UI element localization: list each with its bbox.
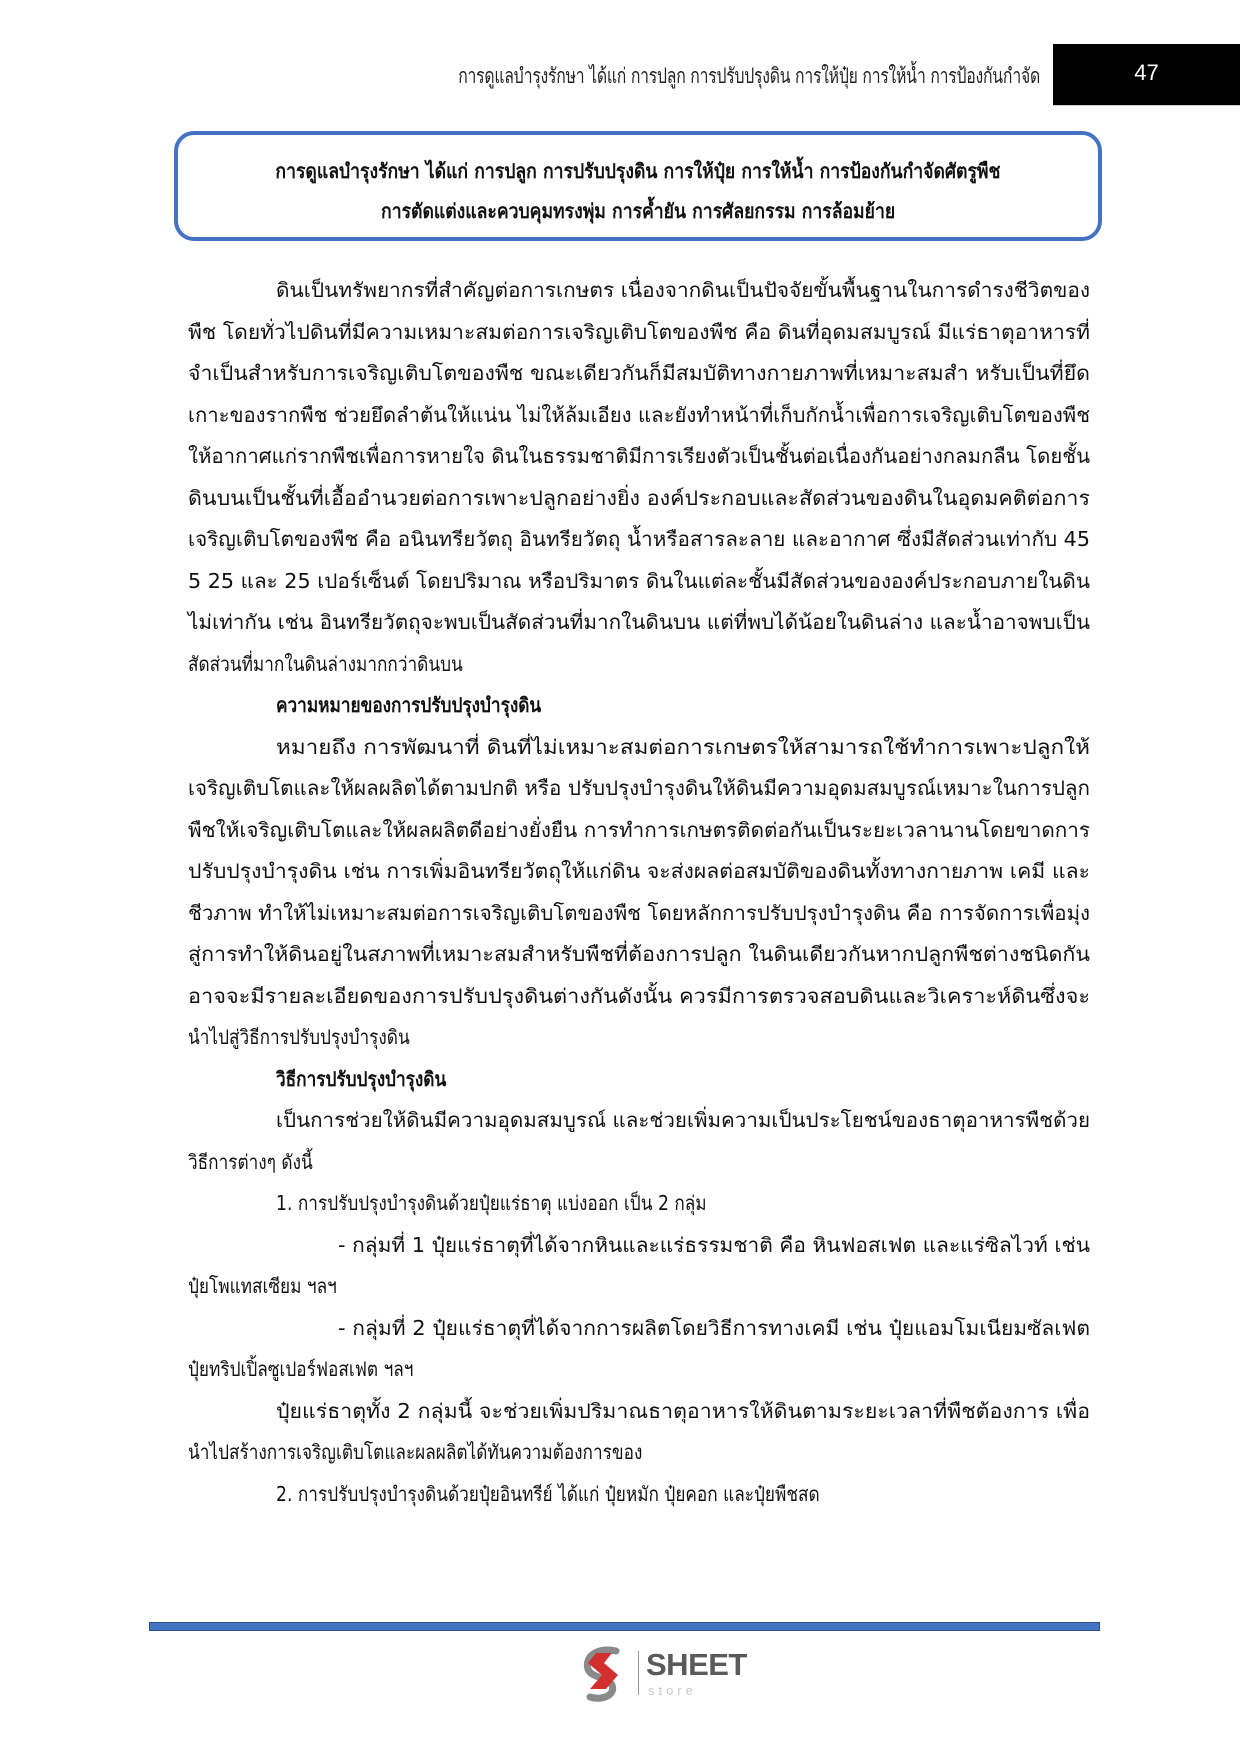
paragraph-line bbox=[188, 934, 1090, 976]
title-line-2-text: การตัดแต่งและควบคุมทรงพุ่ม การค้ำยัน การศัลยกรรม การล้อมย้าย bbox=[380, 199, 896, 223]
section-heading bbox=[276, 685, 1090, 727]
paragraph-line bbox=[188, 478, 1090, 520]
paragraph-line bbox=[188, 1017, 1090, 1059]
title-line-2 bbox=[178, 195, 1098, 227]
line-text: เป็นการช่วยให้ดินมีความอุดมสมบูรณ์ และช่วยเพิ่มความเป็นประโยชน์ของธาตุอาหารพืชด้วย bbox=[276, 1108, 1090, 1132]
paragraph-line bbox=[276, 270, 1090, 312]
paragraph-line bbox=[188, 1266, 1090, 1308]
paragraph-line bbox=[276, 1183, 1090, 1225]
line-text: เกาะของรากพืช ช่วยยึดลำต้นให้แน่น ไม่ให้ล้มเอียง และยังทำหน้าที่เก็บกักน้ำเพื่อการเจริญเติบโตของพืช bbox=[188, 403, 1090, 427]
logo-text: SHEET bbox=[646, 1647, 747, 1682]
line-text: จำเป็นสำหรับการเจริญเติบโตของพืช ขณะเดียวกันก็มีสมบัติทางกายภาพที่เหมาะสมสำ หรับเป็นที่ยึด bbox=[188, 361, 1090, 385]
footer-logo bbox=[578, 1645, 758, 1703]
line-text: ดินบนเป็นชั้นที่เอื้ออำนวยต่อการเพาะปลูกอย่างยิ่ง องค์ประกอบและสัดส่วนของดินในอุดมคติต่อการ bbox=[188, 486, 1090, 510]
line-text: ไม่เท่ากัน เช่น อินทรียวัตถุจะพบเป็นสัดส่วนที่มากในดินบน แต่ที่พบได้น้อยในดินล่าง และน้ำอาจพบเป็น bbox=[188, 610, 1090, 634]
line-text: ปุ๋ยทริปเปิ้ลซูเปอร์ฟอสเฟต ฯลฯ bbox=[188, 1357, 414, 1381]
line-text: ดินเป็นทรัพยากรที่สำคัญต่อการเกษตร เนื่องจากดินเป็นปัจจัยขั้นพื้นฐานในการดำรงชีวิตของ bbox=[276, 278, 1090, 302]
paragraph-line bbox=[276, 1100, 1090, 1142]
line-text: 5 25 และ 25 เปอร์เซ็นต์ โดยปริมาณ หรือปริมาตร ดินในแต่ละชั้นมีสัดส่วนขององค์ประกอบภายในดิน bbox=[188, 569, 1090, 593]
paragraph-line bbox=[338, 1308, 1090, 1350]
paragraph-line bbox=[188, 810, 1090, 852]
paragraph-line bbox=[188, 851, 1090, 893]
paragraph-line bbox=[188, 395, 1090, 437]
line-text: สู่การทำให้ดินอยู่ในสภาพที่เหมาะสมสำหรับพืชที่ต้องการปลูก ในดินเดียวกันหากปลูกพืชต่างชนิดกัน bbox=[188, 942, 1090, 966]
running-header: การดูแลบำรุงรักษา ได้แก่ การปลูก การปรับปรุงดิน การให้ปุ๋ย การให้น้ำ การป้องกันกำจัด bbox=[458, 64, 1040, 88]
title-line-1-text: การดูแลบำรุงรักษา ได้แก่ การปลูก การปรับปรุงดิน การให้ปุ๋ย การให้น้ำ การป้องกันกำจัดศัตรูพืช bbox=[275, 159, 1001, 183]
page-number-box bbox=[1053, 44, 1240, 106]
line-text: นำไปสร้างการเจริญเติบโตและผลผลิตได้ทันความต้องการของ bbox=[188, 1440, 643, 1464]
line-text: นำไปสู่วิธีการปรับปรุงบำรุงดิน bbox=[188, 1025, 410, 1049]
line-text: ความหมายของการปรับปรุงบำรุงดิน bbox=[276, 693, 542, 717]
paragraph-line bbox=[188, 768, 1090, 810]
paragraph-line bbox=[188, 1142, 1090, 1184]
paragraph-line bbox=[188, 519, 1090, 561]
paragraph-line bbox=[276, 1474, 1090, 1516]
line-text: - กลุ่มที่ 1 ปุ๋ยแร่ธาตุที่ได้จากหินและแร่ธรรมชาติ คือ หินฟอสเฟต และแร่ซิลไวท์ เช่น bbox=[338, 1233, 1090, 1257]
paragraph-line bbox=[188, 893, 1090, 935]
paragraph-line bbox=[188, 644, 1090, 686]
line-text: - กลุ่มที่ 2 ปุ๋ยแร่ธาตุที่ได้จากการผลิตโดยวิธีการทางเคมี เช่น ปุ๋ยแอมโมเนียมซัลเฟต bbox=[338, 1316, 1090, 1340]
line-text: หมายถึง การพัฒนาที่ ดินที่ไม่เหมาะสมต่อการเกษตรให้สามารถใช้ทำการเพาะปลูกให้ bbox=[276, 735, 1090, 759]
footer-bar bbox=[149, 1622, 1100, 1631]
line-text: ให้อากาศแก่รากพืชเพื่อการหายใจ ดินในธรรมชาติมีการเรียงตัวเป็นชั้นต่อเนื่องกันอย่างกลมกลืน โดยชั้น bbox=[188, 444, 1090, 468]
title-box bbox=[174, 131, 1102, 241]
paragraph-line bbox=[188, 353, 1090, 395]
paragraph-line bbox=[188, 436, 1090, 478]
logo-divider bbox=[638, 1651, 639, 1695]
paragraph-line bbox=[338, 1225, 1090, 1267]
line-text: พืชให้เจริญเติบโตและให้ผลผลิตดีอย่างยั่งยืน การทำการเกษตรติดต่อกันเป็นระยะเวลานานโดยขาดการ bbox=[188, 818, 1090, 842]
line-text: ปุ๋ยแร่ธาตุทั้ง 2 กลุ่มนี้ จะช่วยเพิ่มปริมาณธาตุอาหารให้ดินตามระยะเวลาที่พืชต้องการ เพื่อ bbox=[276, 1399, 1090, 1423]
line-text: พืช โดยทั่วไปดินที่มีความเหมาะสมต่อการเจริญเติบโตของพืช คือ ดินที่อุดมสมบูรณ์ มีแร่ธาตุอาหารที่ bbox=[188, 320, 1090, 344]
line-text: ปรับปรุงบำรุงดิน เช่น การเพิ่มอินทรียวัตถุให้แก่ดิน จะส่งผลต่อสมบัติของดินทั้งทางกายภาพ เคมี และ bbox=[188, 859, 1090, 883]
paragraph-line bbox=[276, 727, 1090, 769]
logo-subtext: store bbox=[648, 1683, 697, 1698]
page-number: 47 bbox=[1134, 60, 1159, 85]
sheet-store-logo-icon bbox=[578, 1645, 634, 1703]
section-heading bbox=[276, 1059, 1090, 1101]
paragraph-line bbox=[188, 1432, 1090, 1474]
paragraph-line bbox=[188, 561, 1090, 603]
line-text: ปุ๋ยโพแทสเซียม ฯลฯ bbox=[188, 1274, 337, 1298]
paragraph-line bbox=[188, 1349, 1090, 1391]
paragraph-line bbox=[188, 602, 1090, 644]
line-text: ชีวภาพ ทำให้ไม่เหมาะสมต่อการเจริญเติบโตของพืช โดยหลักการปรับปรุงบำรุงดิน คือ การจัดการเพื่อมุ่ง bbox=[188, 901, 1090, 925]
line-text: เจริญเติบโตและให้ผลผลิตได้ตามปกติ หรือ ปรับปรุงบำรุงดินให้ดินมีความอุดมสมบูรณ์เหมาะในการปลูก bbox=[188, 776, 1090, 800]
paragraph-line bbox=[188, 976, 1090, 1018]
line-text: 2. การปรับปรุงบำรุงดินด้วยปุ๋ยอินทรีย์ ได้แก่ ปุ๋ยหมัก ปุ๋ยคอก และปุ๋ยพืชสด bbox=[276, 1482, 820, 1506]
line-text: วิธีการต่างๆ ดังนี้ bbox=[188, 1150, 313, 1174]
line-text: เจริญเติบโตของพืช คือ อนินทรียวัตถุ อินทรียวัตถุ น้ำหรือสารละลาย และอากาศ ซึ่งมีสัดส่วนเท่ากับ 45 bbox=[188, 527, 1090, 551]
line-text: วิธีการปรับปรุงบำรุงดิน bbox=[276, 1067, 447, 1091]
paragraph-line bbox=[188, 312, 1090, 354]
paragraph-line bbox=[276, 1391, 1090, 1433]
line-text: อาจจะมีรายละเอียดของการปรับปรุงดินต่างกันดังนั้น ควรมีการตรวจสอบดินและวิเคราะห์ดินซึ่งจะ bbox=[188, 984, 1090, 1008]
line-text: สัดส่วนที่มากในดินล่างมากกว่าดินบน bbox=[188, 652, 463, 676]
title-line-1 bbox=[178, 155, 1098, 187]
line-text: 1. การปรับปรุงบำรุงดินด้วยปุ๋ยแร่ธาตุ แบ่งออก เป็น 2 กลุ่ม bbox=[276, 1191, 707, 1215]
